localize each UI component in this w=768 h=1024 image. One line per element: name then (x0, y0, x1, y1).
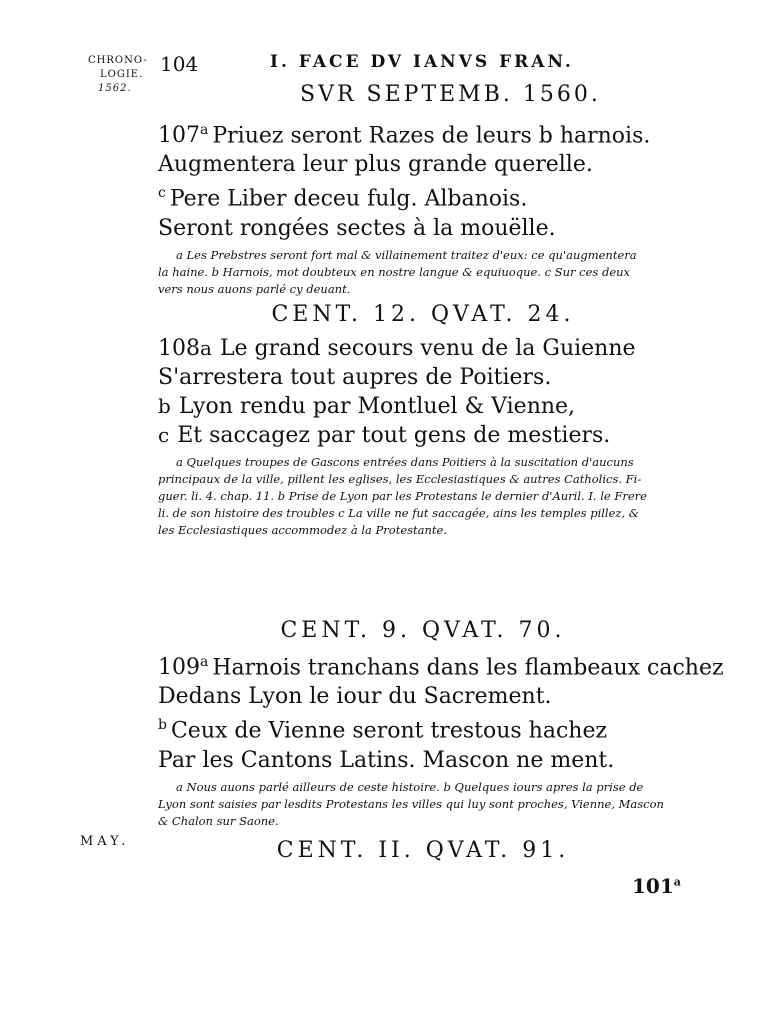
note-line: a Quelques troupes de Gascons entrées dans Poitiers à la suscitation d'aucuns (176, 455, 634, 469)
verse-line (158, 214, 688, 243)
verse-text: S'arrestera tout aupres de Poitiers. (158, 365, 552, 390)
commentary-note (158, 454, 688, 539)
note-mark: c (158, 423, 170, 447)
verse-text: Augmentera leur plus grande querelle. (158, 152, 593, 178)
note-line: vers nous auons parlé cy deuant. (158, 281, 351, 296)
quatrain-107 (158, 116, 688, 298)
note-line: & Chalon sur Saone. (158, 813, 279, 828)
verse-line (158, 179, 688, 213)
catchword-number: 101 (632, 874, 674, 898)
note-mark: a (200, 336, 212, 360)
running-head: I. FACE DV IANVS FRAN. (270, 52, 574, 72)
verse-text: Priuez seront Razes de leurs b harnois. (212, 123, 651, 149)
verse-text: Ceux de Vienne seront trestous hachez (170, 718, 608, 744)
centurie-heading-12 (158, 302, 688, 327)
centurie-heading: CENT. 12. QVAT. 24. (271, 302, 575, 327)
verse-line (158, 648, 724, 682)
note-line: Lyon sont saisies par lesdits Protestans les villes qui luy sont proches, Vienne, Mascon (158, 796, 664, 811)
centurie-heading-9 (158, 618, 688, 643)
centurie-heading: CENT. 9. QVAT. 70. (280, 618, 566, 643)
verse-text: Dedans Lyon le iour du Sacrement. (158, 684, 552, 710)
margin-year: 1562. (98, 83, 132, 94)
verse-line (158, 746, 688, 775)
quatrain-109 (158, 648, 724, 830)
commentary-note (158, 247, 688, 298)
margin-line-2: LOGIE. (100, 69, 144, 80)
note-mark: a (200, 122, 209, 138)
centurie-heading-11 (158, 838, 688, 863)
margin-month: MAY. (80, 834, 130, 849)
quatrain-number: 108 (158, 336, 200, 361)
note-line: a Les Prebstres seront fort mal & villainement traitez d'eux: ce qu'augmentera (176, 247, 637, 262)
margin-chronologie (88, 54, 148, 96)
verse-text: Par les Cantons Latins. Mascon ne ment. (158, 747, 615, 773)
quatrain-108 (158, 334, 688, 539)
quatrain-number: 107 (158, 123, 200, 149)
verse-line (158, 363, 688, 392)
verse-line (158, 711, 688, 745)
verse-line (158, 150, 688, 179)
verse-text: Et saccagez par tout gens de mestiers. (177, 423, 611, 448)
note-line: a Nous auons parlé ailleurs de ceste histoire. b Quelques iours apres la prise de (176, 779, 644, 794)
note-line: les Ecclesiastiques accommodez à la Protestante. (158, 523, 447, 537)
date-heading: SVR SEPTEMB. 1560. (300, 82, 601, 107)
verse-line (158, 116, 688, 150)
catchword-mark: a (673, 875, 681, 889)
note-mark: b (158, 717, 167, 734)
verse-line (158, 421, 688, 450)
verse-line (158, 334, 688, 363)
verse-text: Pere Liber deceu fulg. Albanois. (169, 186, 528, 212)
centurie-heading: CENT. II. QVAT. 91. (276, 838, 570, 863)
note-line: guer. li. 4. chap. 11. b Prise de Lyon par les Protestans le dernier d'Auril. I. le Frere (158, 489, 647, 503)
margin-line-1: CHRONO- (88, 55, 148, 66)
note-line: la haine. b Harnois, mot doubteux en nostre langue & equiuoque. c Sur ces deux (158, 264, 631, 279)
quatrain-number: 109 (158, 655, 200, 681)
note-mark: b (158, 394, 171, 418)
verse-text: Seront rongées sectes à la mouëlle. (158, 215, 556, 241)
note-mark: c (158, 185, 166, 202)
verse-line (158, 392, 688, 421)
note-line: principaux de la ville, pillent les eglises, les Ecclesiastiques & autres Catholics. Fi- (158, 472, 642, 486)
note-line: li. de son histoire des troubles c La ville ne fut saccagée, ains les temples pillez, & (158, 506, 640, 520)
verse-text: Le grand secours venu de la Guienne (219, 336, 636, 361)
note-mark: a (200, 654, 209, 670)
commentary-note (158, 779, 688, 830)
verse-text: Harnois tranchans dans les flambeaux cachez (212, 655, 724, 681)
page-number: 104 (160, 52, 199, 76)
verse-text: Lyon rendu par Montluel & Vienne, (178, 394, 576, 419)
catchword (632, 874, 681, 898)
verse-line (158, 682, 688, 711)
